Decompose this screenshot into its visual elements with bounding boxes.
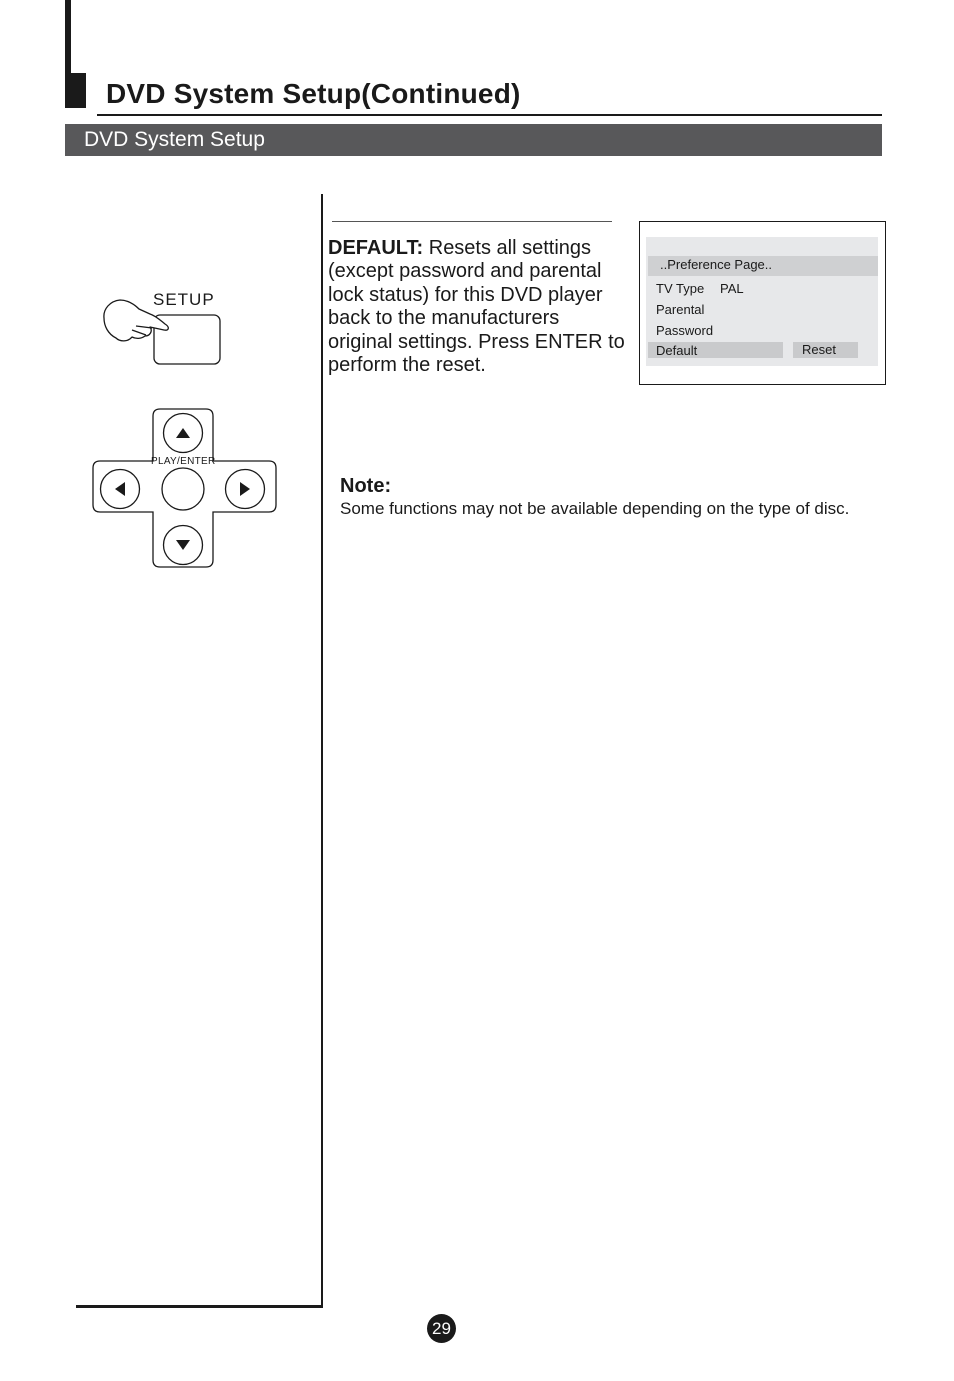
enter-button bbox=[162, 468, 204, 510]
osd-menu-header: ..Preference Page.. bbox=[660, 257, 773, 272]
remote-control-illustration bbox=[85, 295, 285, 575]
default-text: Resets all settings (except password and parental lock status) for this DVD player back to the manufacturers original settings. Press ENTER to perform the reset. bbox=[328, 237, 625, 377]
setup-button-label: SETUP bbox=[153, 290, 215, 309]
page-title: DVD System Setup(Continued) bbox=[106, 78, 521, 109]
column-divider bbox=[321, 194, 323, 1308]
title-underline bbox=[97, 114, 882, 116]
header-accent-block bbox=[65, 73, 86, 108]
section-title: DVD System Setup bbox=[84, 128, 265, 151]
osd-item-parental: Parental bbox=[656, 302, 705, 317]
text-rule bbox=[332, 221, 612, 222]
note-text: Some functions may not be available depending on the type of disc. bbox=[340, 499, 850, 518]
default-term: DEFAULT: bbox=[328, 237, 424, 259]
osd-item-default: Default bbox=[656, 343, 698, 358]
note-title: Note: bbox=[340, 475, 392, 497]
page-number: 29 bbox=[432, 1319, 451, 1338]
play-enter-label: PLAY/ENTER bbox=[151, 456, 216, 467]
osd-item-tv-type: TV Type bbox=[656, 281, 705, 296]
osd-value-reset: Reset bbox=[802, 342, 836, 357]
osd-value-pal: PAL bbox=[720, 281, 744, 296]
osd-item-password: Password bbox=[656, 323, 714, 338]
bottom-rule bbox=[76, 1305, 323, 1308]
default-description bbox=[328, 237, 628, 377]
